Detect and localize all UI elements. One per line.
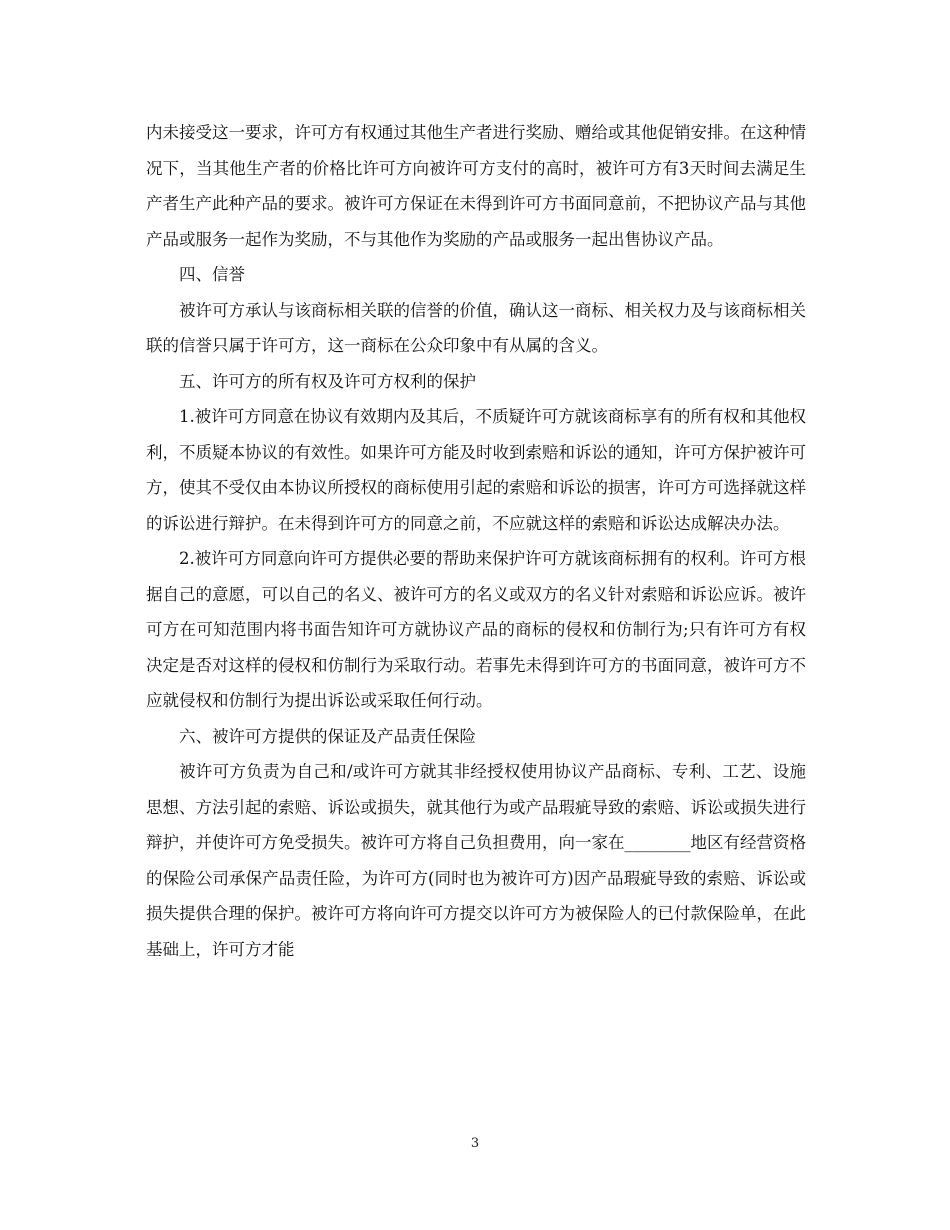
section-heading-warranty: 六、被许可方提供的保证及产品责任保险 <box>179 726 476 746</box>
paragraph-continued: 内未接受这一要求，许可方有权通过其他生产者进行奖励、赠给或其他促销安排。在这种情况下，当其他生产者的价格比许可方向被许可方支付的高时，被许可方有3天时间去满足生产者生产此种产品的要求。被许可方保证在未得到许可方书面同意前，不把协议产品与其他产品或服务一起作为奖励，不与其他作为奖励的产品或服务一起出售协议产品。 <box>146 123 806 249</box>
paragraph-ownership-1: 1.被许可方同意在协议有效期内及其后，不质疑许可方就该商标享有的所有权和其他权利，不质疑本协议的有效性。如果许可方能及时收到索赔和诉讼的通知，许可方保护被许可方，使其不受仅由本协议所授权的商标使用引起的索赔和诉讼的损害，许可方可选择就这样的诉讼进行辩护。在未得到许可方的同意之前，不应就这样的索赔和诉讼达成解决办法。 <box>146 407 806 533</box>
paragraph-ownership-2: 2.被许可方同意向许可方提供必要的帮助来保护许可方就该商标拥有的权利。许可方根据自己的意愿，可以自己的名义、被许可方的名义或双方的名义针对索赔和诉讼应诉。被许可方在可知范围内将书面告知许可方就协议产品的商标的侵权和仿制行为;只有许可方有权决定是否对这样的侵权和仿制行为采取行动。若事先未得到许可方的书面同意，被许可方不应就侵权和仿制行为提出诉讼或采取任何行动。 <box>146 549 806 710</box>
section-heading-reputation: 四、信誉 <box>179 265 245 284</box>
section-heading-ownership: 五、许可方的所有权及许可方权利的保护 <box>179 371 476 391</box>
page-number: 3 <box>470 1136 480 1151</box>
document-body <box>146 115 806 967</box>
paragraph-reputation: 被许可方承认与该商标相关联的信誉的价值，确认这一商标、相关权力及与该商标相关联的信誉只属于许可方，这一商标在公众印象中有从属的含义。 <box>146 300 806 355</box>
paragraph-warranty: 被许可方负责为自己和/或许可方就其非经授权使用协议产品商标、专利、工艺、设施思想、方法引起的索赔、诉讼或损失，就其他行为或产品瑕疵导致的索赔、诉讼或损失进行辩护，并使许可方免受损失。被许可方将自己负担费用，向一家在________地区有经营资格的保险公司承保产品责任险，为许可方(同时也为被许可方)因产品瑕疵导致的索赔、诉讼或损失提供合理的保护。被许可方将向许可方提交以许可方为被保险人的已付款保险单，在此基础上，许可方才能 <box>146 762 806 959</box>
